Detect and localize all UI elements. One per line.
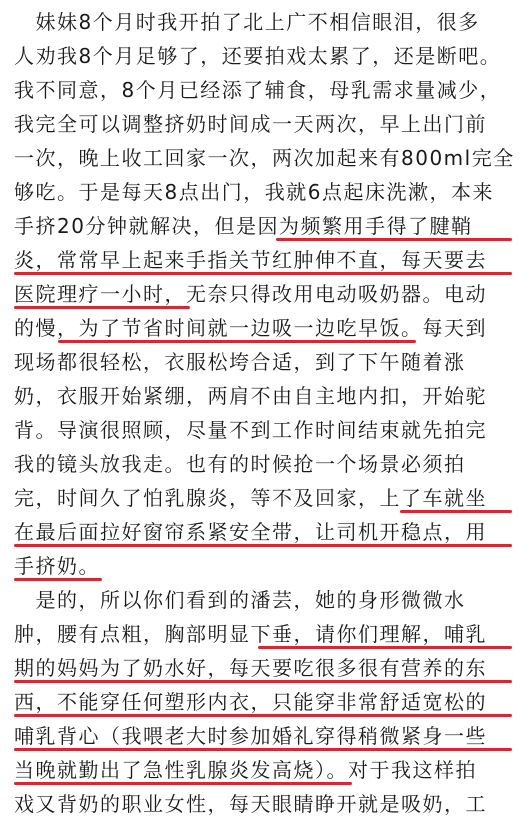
highlight-underline [14,714,512,717]
text-line: 炎，常常早上起来手指关节红肿伸不直，每天要去 [14,248,487,272]
text-line: 背。导演很照顾，尽量不到工作时间结束就先拍完 [14,418,487,442]
text-line: 医院理疗一小时，无奈只得改用电动吸奶器。电动 [14,282,487,306]
highlight-underline [14,306,190,309]
highlight-underline [58,340,416,343]
text-line: 哺乳背心（我喂老大时参加婚礼穿得稍微紧身一些 [14,724,487,748]
text-line: 手挤20分钟就解决，但是因为频繁用手得了腱鞘 [14,214,473,238]
text-line: 手挤奶。 [14,554,100,578]
text-line: 是的，所以你们看到的潘芸，她的身形微微水 [14,588,466,612]
text-line: 现场都很轻松，衣服松垮合适，到了下午随着涨 [14,350,466,374]
text-line: 够吃。于是每天8点出门，我就6点起床洗漱，本来 [14,180,494,204]
text-line: 期的妈妈为了奶水好，每天要吃很多很有营养的东 [14,656,487,680]
text-line: 的慢，为了节省时间就一边吸一边吃早饭。每天到 [14,316,487,340]
highlight-underline [14,578,102,581]
highlight-underline [276,238,512,241]
highlight-underline [14,748,512,751]
text-line: 我的镜头放我走。也有的时候抢一个场景必须拍 [14,452,466,476]
text-line: 完，时间久了怕乳腺炎，等不及回家，上了车就坐 [14,486,487,510]
text-line: 西，不能穿任何塑形内衣，只能穿非常舒适宽松的 [14,690,487,714]
text-line: 一次，晚上收工回家一次，两次加起来有800ml完全 [14,146,515,170]
text-line: 戏又背奶的职业女性，每天眼睛睁开就是吸奶，工 [14,792,487,816]
highlight-underline [14,272,512,275]
text-line: 在最后面拉好窗帘系紧安全带，让司机开稳点，用 [14,520,487,544]
text-line: 我不同意，8个月已经添了辅食，母乳需求量减少， [14,78,502,102]
highlight-underline [258,646,512,649]
highlight-underline [14,680,512,683]
text-line: 妹妹8个月时我开拍了北上广不相信眼泪，很多 [14,10,480,34]
highlight-underline [14,782,352,785]
text-line: 肿，腰有点粗，胸部明显下垂，请你们理解，哺乳 [14,622,487,646]
text-line: 当晚就勤出了急性乳腺炎发高烧）。对于我这样拍 [14,758,477,782]
highlight-underline [400,510,512,513]
text-line: 人劝我8个月足够了，还要拍戏太累了，还是断吧。 [14,44,502,68]
text-line: 奶，衣服开始紧绷，两肩不由自主地内扣，开始驼 [14,384,487,408]
text-line: 我完全可以调整挤奶时间成一天两次，早上出门前 [14,112,487,136]
highlight-underline [14,544,512,547]
